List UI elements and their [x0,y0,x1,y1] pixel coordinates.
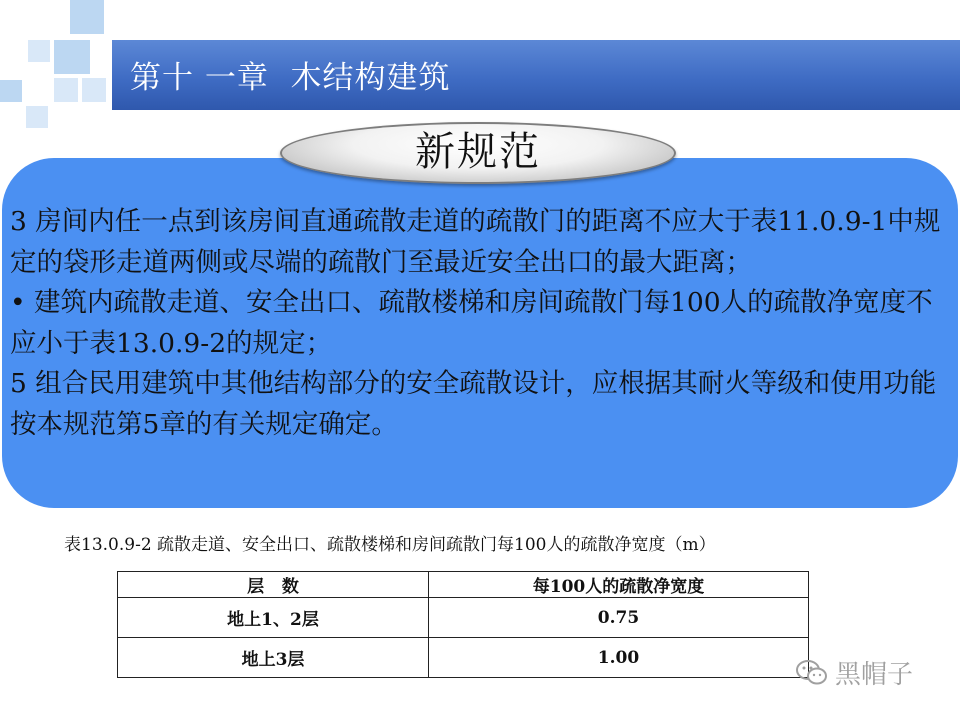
table-cell: 1.00 [429,638,809,678]
decor-square [70,0,104,34]
paragraph-item-3: 3 房间内任一点到该房间直通疏散走道的疏散门的距离不应大于表11.0.9-1中规定的袋形走道两侧或尽端的疏散门至最近安全出口的最大距离； [10,206,941,278]
decor-square [82,78,106,102]
decor-square [54,40,90,74]
table-caption: 表13.0.9-2 疏散走道、安全出口、疏散楼梯和房间疏散门每100人的疏散净宽度（m） [64,535,716,555]
table-cell: 地上1、2层 [118,598,429,638]
paragraph-bullet: • 建筑内疏散走道、安全出口、疏散楼梯和房间疏散门每100人的疏散净宽度不应小于表13.0.9-2的规定； [10,287,933,359]
paragraph-item-5: 5 组合民用建筑中其他结构部分的安全疏散设计，应根据其耐火等级和使用功能按本规范第5章的有关规定确定。 [10,368,937,440]
decor-square [0,80,22,102]
evacuation-width-table [117,571,809,678]
content-text [10,202,950,445]
table-header-row [118,572,809,598]
column-header-width: 每100人的疏散净宽度 [429,572,809,598]
column-header-floors: 层 数 [118,572,429,598]
decor-square [26,106,48,128]
table-cell: 地上3层 [118,638,429,678]
badge-label: 新规范 [415,129,541,175]
table-row [118,638,809,678]
watermark [795,654,913,691]
new-standard-badge [280,122,676,184]
table-cell: 0.75 [429,598,809,638]
decor-square [54,78,78,102]
wechat-icon [795,658,829,688]
page-title: 第十 一章 木结构建筑 [130,60,451,96]
watermark-text: 黑帽子 [835,660,914,690]
decor-square [28,40,50,62]
table-row [118,598,809,638]
